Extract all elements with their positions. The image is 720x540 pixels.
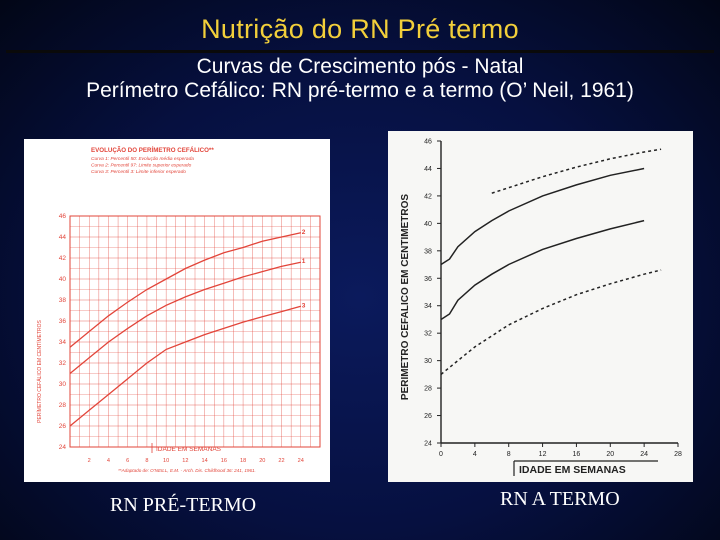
x-axis-label: IDADE EM SEMANAS (156, 446, 222, 453)
caption-preterm: RN PRÉ-TERMO (110, 494, 257, 516)
x-tick-label: 22 (278, 458, 285, 464)
preterm-chart-panel (24, 139, 330, 482)
legend-entry: Curva 3: Percentil 3: Limite inferior esperado (91, 170, 186, 175)
x-tick-label: 8 (145, 458, 149, 464)
x-tick-label: 16 (220, 458, 227, 464)
slide-title: Nutrição do RN Pré termo (201, 14, 519, 44)
series-line-dashed (492, 149, 661, 193)
subtitle-line-2: Perímetro Cefálico: RN pré-termo e a termo (O’ Neil, 1961) (86, 79, 634, 102)
y-tick-label: 46 (424, 138, 432, 146)
curve-label: 3 (301, 302, 306, 310)
y-tick-label: 46 (58, 213, 66, 220)
x-tick-label: 20 (606, 451, 615, 458)
x-tick-label: 12 (182, 458, 189, 464)
x-tick-label: 12 (538, 451, 547, 458)
x-tick-label: 28 (674, 451, 682, 458)
x-tick-label: 24 (640, 451, 649, 458)
y-tick-label: 26 (424, 413, 432, 421)
x-tick-label: 14 (201, 458, 208, 464)
curve-label: 2 (301, 228, 306, 236)
y-tick-label: 32 (58, 360, 66, 367)
y-tick-label: 42 (424, 193, 432, 201)
y-tick-label: 34 (58, 339, 66, 346)
subtitle-line-1: Curvas de Crescimento pós - Natal (196, 55, 524, 78)
term-chart (388, 131, 693, 482)
chart-footnote: **Adaptado de: O'NEILL, E.M. - Arch. Dis. Childhood 36: 241, 1961. (118, 468, 256, 473)
y-tick-label: 32 (424, 330, 432, 338)
x-tick-label: 2 (87, 458, 91, 464)
x-tick-label: 24 (297, 458, 304, 464)
y-tick-label: 24 (58, 444, 66, 451)
legend-entry: Curva 2: Percentil 97: Limite superior esperado (91, 163, 192, 169)
y-tick-label: 40 (424, 220, 432, 228)
y-tick-label: 38 (424, 248, 432, 256)
y-tick-label: 42 (58, 255, 66, 262)
y-tick-label: 38 (58, 297, 66, 304)
x-tick-label: 6 (126, 458, 130, 464)
y-tick-label: 28 (58, 402, 66, 409)
chart-title: EVOLUÇÃO DO PERÍMETRO CEFÁLICO** (91, 147, 214, 154)
y-tick-label: 34 (424, 303, 432, 311)
y-tick-label: 24 (424, 440, 432, 448)
x-tick-label: 18 (239, 458, 247, 464)
title-divider (6, 50, 714, 53)
y-axis-label: PERIMETRO CEFALICO EM CENTIMETROS (400, 193, 411, 401)
y-tick-label: 30 (424, 358, 432, 366)
preterm-chart (24, 139, 330, 482)
x-tick-label: 10 (163, 458, 170, 464)
x-tick-label: 8 (506, 451, 511, 458)
y-tick-label: 30 (58, 381, 66, 388)
y-axis-label: PERÍMETRO CEFÁLICO EM CENTÍMETROS (37, 320, 43, 423)
caption-term: RN A TERMO (500, 488, 620, 510)
y-tick-label: 36 (58, 318, 66, 325)
x-tick-label: 4 (472, 451, 477, 458)
x-tick-label: 16 (572, 451, 581, 458)
y-tick-label: 28 (424, 385, 432, 393)
x-axis-label: IDADE EM SEMANAS (519, 464, 626, 476)
legend-entry: Curva 1: Percentil 50: Evolução média esperada (91, 157, 194, 162)
y-tick-label: 26 (58, 423, 66, 430)
x-tick-label: 20 (259, 458, 266, 464)
y-tick-label: 44 (424, 165, 432, 173)
curve-label: 1 (301, 258, 306, 266)
x-tick-label: 4 (106, 458, 111, 464)
term-chart-panel (388, 131, 693, 482)
slide-subtitle (0, 56, 720, 102)
y-tick-label: 40 (58, 276, 66, 283)
x-tick-label: 0 (439, 451, 443, 458)
y-tick-label: 36 (424, 275, 432, 283)
y-tick-label: 44 (58, 234, 66, 241)
